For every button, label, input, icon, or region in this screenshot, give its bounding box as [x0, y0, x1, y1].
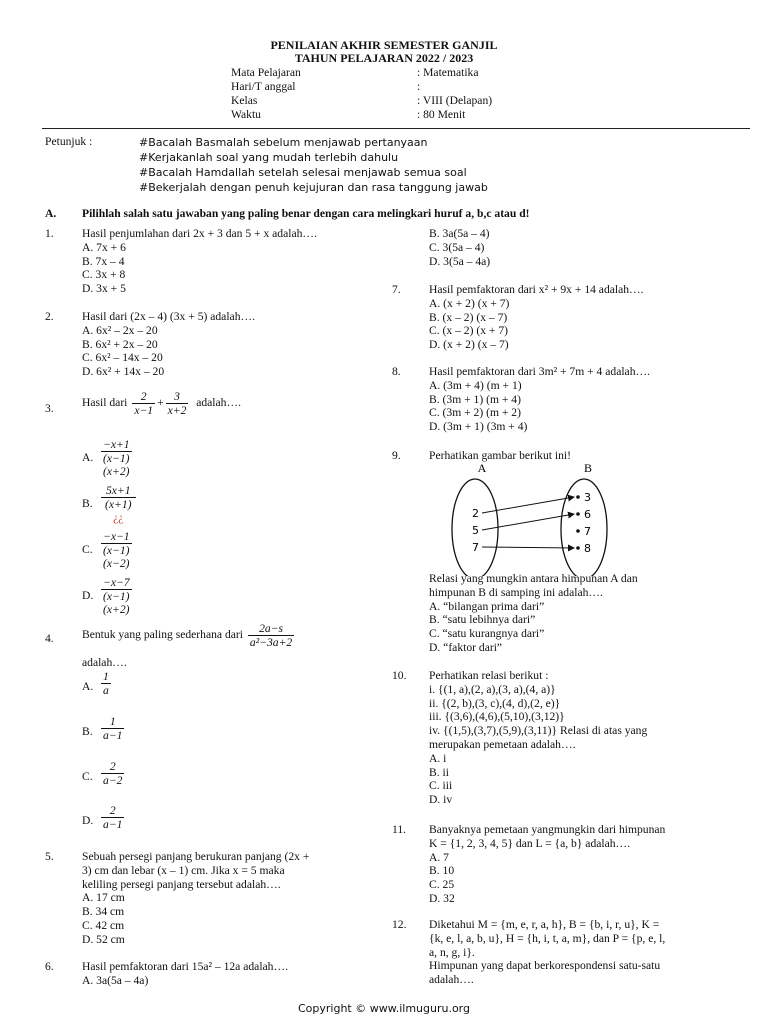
question-text: himpunan B di samping ini adalah….	[429, 585, 603, 599]
numerator: 2	[101, 804, 124, 818]
option-d[interactable]: D. (3m + 1) (3m + 4)	[429, 420, 528, 434]
option-b[interactable]: B. ii	[429, 765, 449, 779]
denominator: x+2	[167, 404, 187, 417]
set-b-dot	[576, 495, 580, 499]
option-a[interactable]: A. i	[429, 751, 447, 765]
numerator: 5x+1	[101, 484, 136, 498]
question-3	[45, 390, 375, 620]
option-c[interactable]: C. 3x + 8	[82, 268, 126, 282]
copyright-footer: Copyright © www.ilmuguru.org	[297, 1002, 470, 1015]
instruction-item: #Kerjakanlah soal yang mudah terlebih dahulu	[139, 151, 399, 164]
question-number: 7.	[392, 283, 401, 296]
question-text: Hasil pemfaktoran dari x² + 9x + 14 adalah….	[429, 283, 644, 296]
fraction	[101, 670, 111, 697]
question-9	[392, 449, 732, 659]
header-divider	[42, 128, 750, 129]
option-a[interactable]: A. 17 cm	[82, 891, 125, 905]
denominator: (x−1)(x−2)	[103, 544, 130, 570]
question-text: a, n, g, i}.	[429, 945, 475, 959]
option-d[interactable]: D. 6x² + 14x – 20	[82, 365, 165, 379]
question-text: Hasil dari (2x – 4) (3x + 5) adalah….	[82, 310, 255, 323]
set-b-dot	[576, 529, 580, 533]
question-number: 1.	[45, 227, 54, 240]
option-b[interactable]: B. “satu lebihnya dari”	[429, 613, 536, 627]
question-number: 9.	[392, 449, 401, 462]
option-label: A.	[82, 680, 94, 693]
meta-time	[231, 108, 571, 122]
option-label: B.	[82, 725, 93, 738]
set-a-item: 5	[472, 524, 479, 537]
option-d[interactable]: D. 32	[429, 891, 455, 905]
meta-value: : 80 Menit	[417, 108, 466, 121]
denominator: (x−1)(x+2)	[103, 590, 130, 616]
fraction	[101, 530, 132, 570]
option-a[interactable]: A. 3a(5a – 4a)	[82, 973, 149, 987]
question-text: Banyaknya pemetaan yangmungkin dari himpunan	[429, 823, 666, 836]
option-label: A.	[82, 451, 94, 464]
question-number: 3.	[45, 402, 54, 415]
question-text: Relasi yang mungkin antara himpunan A dan	[429, 572, 638, 585]
option-b[interactable]: B. 34 cm	[82, 905, 125, 919]
option-a[interactable]: A. (x + 2) (x + 7)	[429, 296, 510, 310]
fraction	[101, 576, 132, 616]
numerator: 2	[132, 390, 155, 404]
set-a-label: A	[477, 461, 487, 475]
fraction	[101, 715, 124, 742]
set-a-item: 7	[472, 541, 479, 554]
denominator: a−1	[103, 729, 123, 742]
question-number: 8.	[392, 365, 401, 378]
set-b-dot	[576, 512, 580, 516]
option-b[interactable]: B. (3m + 1) (m + 4)	[429, 392, 521, 406]
denominator: a−2	[103, 774, 123, 787]
meta-value: : VIII (Delapan)	[417, 94, 493, 107]
option-c[interactable]: C. (3m + 2) (m + 2)	[429, 406, 521, 420]
meta-value: :	[417, 80, 421, 93]
set-b-item: 7	[584, 525, 591, 538]
set-b-item: 8	[584, 542, 591, 555]
question-prefix: Bentuk yang paling sederhana dari	[82, 628, 243, 642]
meta-key: Hari/T anggal	[231, 80, 296, 93]
question-6-continued	[429, 227, 729, 268]
option-d[interactable]: D. 3(5a – 4a)	[429, 254, 491, 268]
relation-i: i. {(1, a),(2, a),(3, a),(4, a)}	[429, 682, 556, 696]
option-label: C.	[82, 543, 93, 556]
option-d[interactable]: D. iv	[429, 793, 453, 807]
option-b[interactable]: B. 6x² + 2x – 20	[82, 337, 158, 351]
question-number: 4.	[45, 632, 54, 645]
option-c[interactable]: C. (x – 2) (x + 7)	[429, 324, 508, 338]
meta-key: Mata Pelajaran	[231, 66, 301, 79]
question-text: merupakan pemetaan adalah….	[429, 737, 576, 751]
question-text: Hasil penjumlahan dari 2x + 3 dan 5 + x adalah….	[82, 227, 317, 240]
meta-key: Kelas	[231, 94, 258, 107]
option-c[interactable]: C. 6x² – 14x – 20	[82, 351, 163, 365]
question-number: 10.	[392, 669, 407, 682]
meta-value: : Matematika	[417, 66, 479, 79]
option-b[interactable]: B. 7x – 4	[82, 254, 125, 268]
numerator: 2a−s	[248, 622, 294, 636]
fraction	[101, 438, 132, 478]
denominator: x−1	[134, 404, 154, 417]
question-number: 5.	[45, 850, 54, 863]
option-b[interactable]: B. 3a(5a – 4)	[429, 227, 490, 240]
meta-class	[231, 94, 571, 108]
option-d[interactable]: D. 3x + 5	[82, 282, 126, 296]
question-prefix: Hasil dari	[82, 396, 128, 410]
numerator: −x−1	[103, 530, 130, 543]
fraction	[101, 484, 136, 524]
arrow-5-to-6	[482, 514, 574, 530]
fraction	[101, 760, 124, 787]
relation-ii: ii. {(2, b),(3, c),(4, d),(2, e)}	[429, 696, 561, 710]
exam-title: PENILAIAN AKHIR SEMESTER GANJIL	[270, 38, 498, 52]
option-c[interactable]: C. 42 cm	[82, 918, 125, 932]
question-text	[82, 622, 296, 649]
numerator: −x−7	[103, 576, 130, 589]
question-text: Hasil pemfaktoran dari 3m² + 7m + 4 adalah….	[429, 365, 650, 378]
instruction-item: #Bekerjalah dengan penuh kejujuran dan rasa tanggung jawab	[139, 181, 488, 194]
question-number: 12.	[392, 918, 407, 931]
option-a[interactable]: A. “bilangan prima dari”	[429, 599, 545, 613]
fraction	[101, 804, 124, 831]
question-text: Hasil pemfaktoran dari 15a² – 12a adalah….	[82, 960, 288, 973]
option-c[interactable]: C. “satu kurangnya dari”	[429, 627, 545, 641]
instructions-list	[139, 135, 488, 195]
denominator: a−1	[103, 818, 123, 831]
set-a-item: 2	[472, 507, 479, 520]
section-instruction: Pilihlah salah satu jawaban yang paling benar dengan cara melingkari huruf a, b,c atau d!	[82, 207, 530, 220]
option-b[interactable]: B. 10	[429, 864, 455, 878]
question-text: adalah….	[429, 973, 474, 987]
denominator: (x−1)(x+2)	[103, 452, 130, 478]
denominator: a	[103, 684, 109, 697]
instruction-item: #Bacalah Hamdallah setelah selesai menjawab semua soal	[139, 166, 467, 179]
option-a[interactable]: A. 7	[429, 850, 449, 864]
numerator: 2	[101, 760, 124, 774]
relation-iv: iv. {(1,5),(3,7),(5,9),(3,11)} Relasi di atas yang	[429, 724, 648, 738]
option-c[interactable]: C. 25	[429, 878, 455, 892]
question-text: Diketahui M = {m, e, r, a, h}, B = {b, i, r, u}, K =	[429, 918, 660, 931]
option-a[interactable]: A. (3m + 4) (m + 1)	[429, 378, 522, 392]
relation-iii: iii. {(3,6),(4,6),(5,10),(3,12)}	[429, 710, 565, 724]
question-text: keliling persegi panjang tersebut adalah….	[82, 877, 281, 891]
section-label: A.	[45, 207, 57, 220]
meta-key: Waktu	[231, 108, 261, 121]
option-c[interactable]: C. iii	[429, 779, 453, 793]
option-c[interactable]: C. 3(5a – 4)	[429, 240, 485, 254]
question-text: Perhatikan gambar berikut ini!	[429, 449, 571, 462]
fraction	[132, 390, 155, 417]
set-b-item: 6	[584, 508, 591, 521]
question-number: 11.	[392, 823, 407, 836]
plus-sign: +	[157, 396, 164, 410]
option-a[interactable]: A. 6x² – 2x – 20	[82, 323, 158, 337]
question-text: Sebuah persegi panjang berukuran panjang (2x +	[82, 850, 310, 863]
denominator: a²−3a+2	[249, 636, 293, 649]
question-number: 6.	[45, 960, 54, 973]
question-text	[82, 390, 241, 417]
question-text: Himpunan yang dapat berkorespondensi satu-satu	[429, 959, 661, 973]
option-label: C.	[82, 770, 93, 783]
option-d[interactable]: D. “faktor dari”	[429, 640, 503, 654]
option-a[interactable]: A. 7x + 6	[82, 240, 126, 254]
question-number: 2.	[45, 310, 54, 323]
set-b-item: 3	[584, 491, 591, 504]
question-text: 3) cm dan lebar (x – 1) cm. Jika x = 5 maka	[82, 863, 285, 877]
meta-subject	[231, 66, 571, 80]
mapping-diagram	[442, 461, 622, 576]
numerator: 1	[101, 715, 124, 729]
meta-date	[231, 80, 571, 94]
option-label: B.	[82, 497, 93, 510]
option-b[interactable]: B. (x – 2) (x – 7)	[429, 310, 508, 324]
question-4	[45, 622, 385, 842]
option-d[interactable]: D. (x + 2) (x – 7)	[429, 338, 509, 352]
option-label: D.	[82, 589, 94, 602]
option-d[interactable]: D. 52 cm	[82, 932, 125, 946]
instruction-item: #Bacalah Basmalah sebelum menjawab pertanyaan	[139, 136, 428, 149]
question-suffix: adalah….	[196, 396, 241, 410]
option-label: D.	[82, 814, 94, 827]
set-b-label: B	[583, 461, 593, 475]
fraction	[166, 390, 189, 417]
fraction	[248, 622, 294, 649]
denominator	[101, 498, 136, 524]
question-text: K = {1, 2, 3, 4, 5} dan L = {a, b} adalah….	[429, 836, 631, 850]
numerator: −x+1	[103, 438, 130, 451]
set-b-dot	[576, 546, 580, 550]
instructions-label: Petunjuk :	[45, 135, 93, 148]
question-suffix: adalah….	[82, 656, 127, 669]
question-text: Perhatikan relasi berikut :	[429, 669, 549, 682]
broken-glyph: ¿¿	[113, 511, 124, 524]
exam-year: TAHUN PELAJARAN 2022 / 2023	[294, 51, 474, 65]
numerator: 1	[103, 670, 109, 683]
denominator-text: (x+1)	[105, 498, 132, 511]
question-text: {k, e, l, a, b, u}, H = {h, i, t, a, m}, dan P = {p, e, l,	[429, 931, 666, 945]
numerator: 3	[166, 390, 189, 404]
